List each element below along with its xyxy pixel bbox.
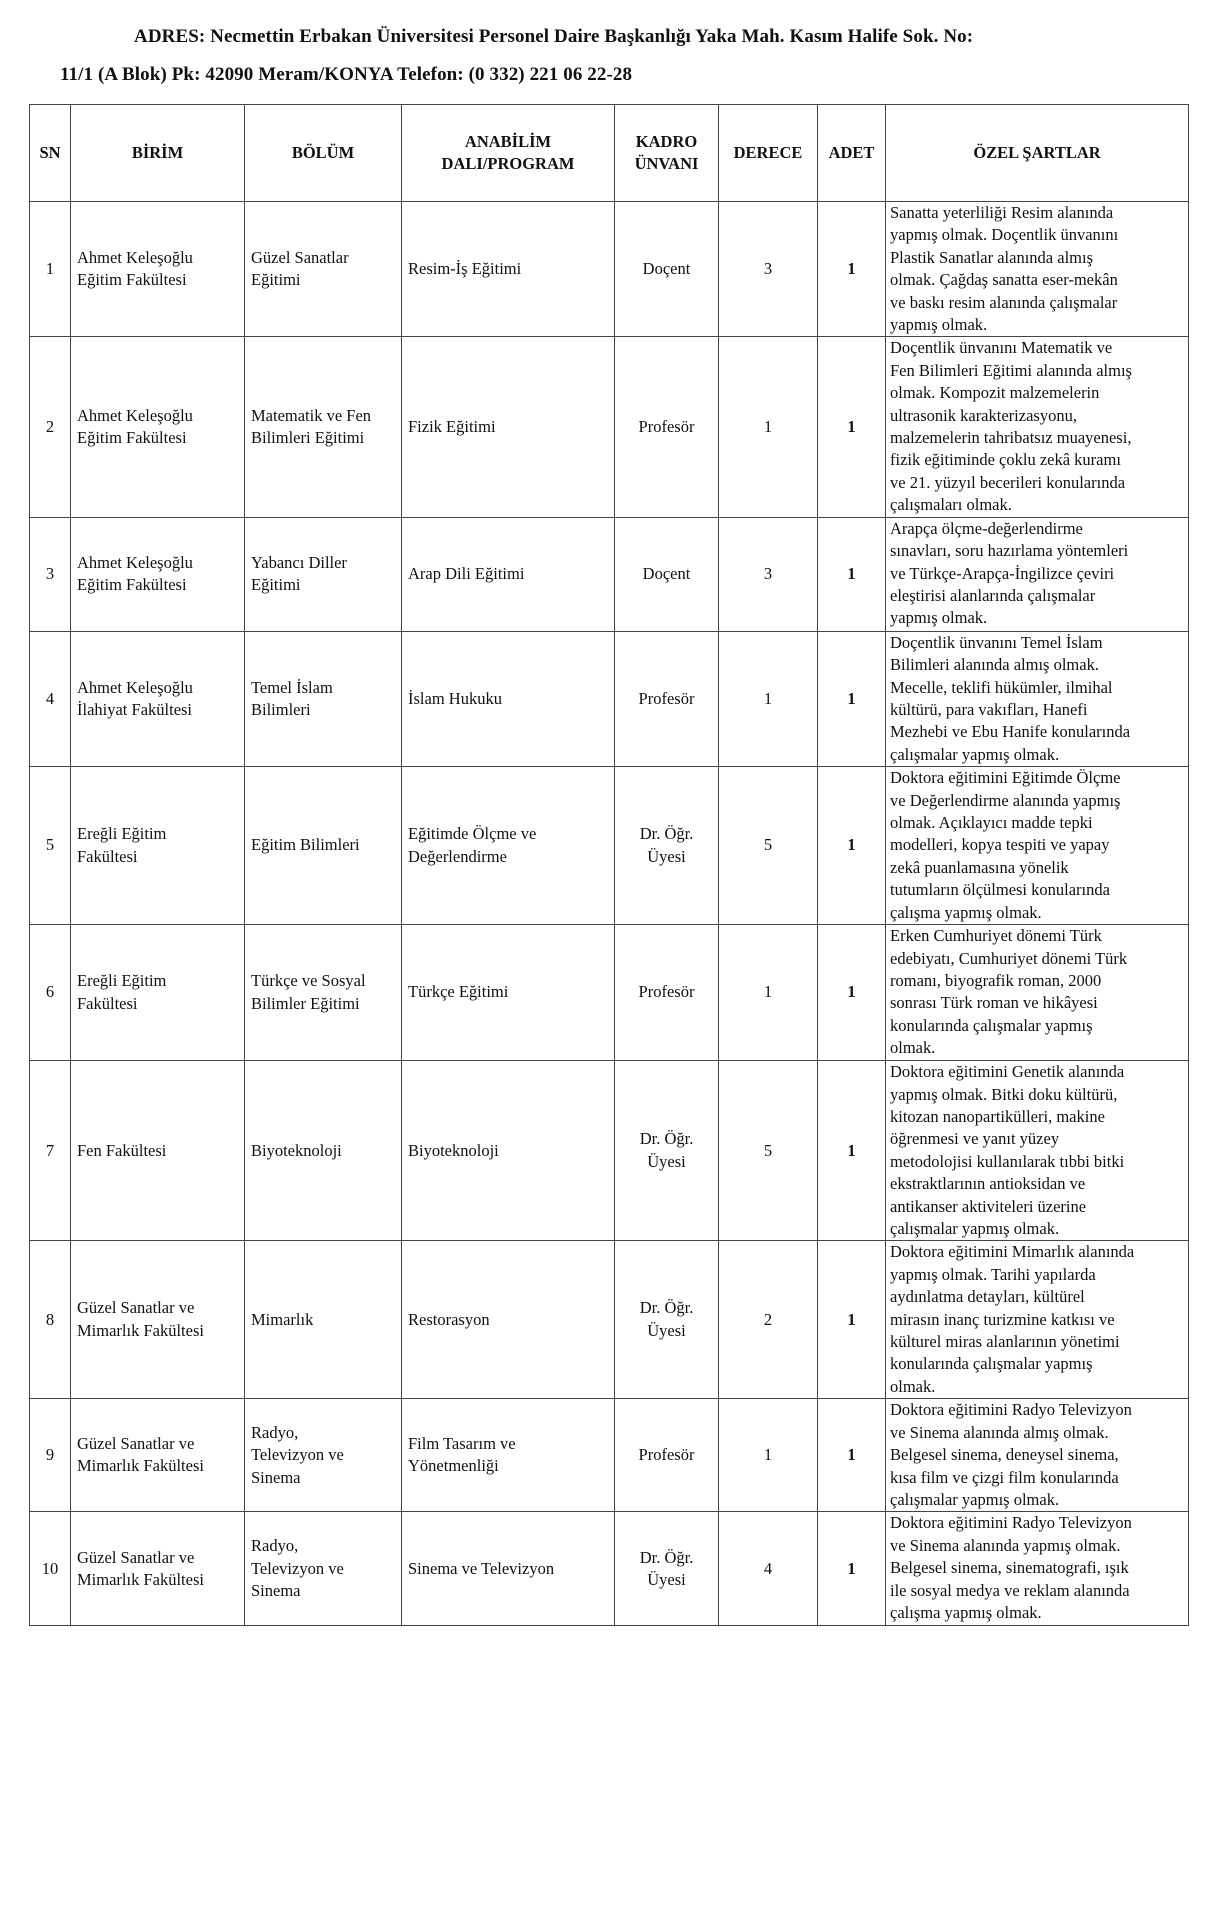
kadro-cell: Dr. Öğr. Üyesi — [615, 767, 719, 925]
birim-cell: Ahmet Keleşoğlu Eğitim Fakültesi — [71, 337, 245, 517]
table-row — [30, 517, 1189, 631]
sn-cell: 10 — [30, 1512, 71, 1626]
anabilim-cell: Eğitimde Ölçme ve Değerlendirme — [402, 767, 615, 925]
bolum-cell: Mimarlık — [245, 1241, 402, 1399]
ozel-sartlar-cell: Erken Cumhuriyet dönemi Türk edebiyatı, Cumhuriyet dönemi Türk romanı, biyografik roman, 2000 sonrası Türk roman ve hikâyesi konularında çalışmalar yapmış olmak. — [886, 925, 1189, 1061]
bolum-cell: Eğitim Bilimleri — [245, 767, 402, 925]
anabilim-cell: Arap Dili Eğitimi — [402, 517, 615, 631]
sn-cell: 2 — [30, 337, 71, 517]
derece-cell: 1 — [719, 925, 818, 1061]
bolum-cell: Radyo, Televizyon ve Sinema — [245, 1512, 402, 1626]
header-birim: BİRİM — [71, 105, 245, 202]
ozel-sartlar-cell: Arapça ölçme-değerlendirme sınavları, soru hazırlama yöntemleri ve Türkçe-Arapça-İngilizce çeviri eleştirisi alanlarında çalışmalar yapmış olmak. — [886, 517, 1189, 631]
ozel-sartlar-cell: Doktora eğitimini Radyo Televizyon ve Sinema alanında yapmış olmak. Belgesel sinema, sinematografi, ışık ile sosyal medya ve reklam alanında çalışma yapmış olmak. — [886, 1512, 1189, 1626]
sn-cell: 4 — [30, 631, 71, 766]
table-row — [30, 1061, 1189, 1241]
kadro-cell: Doçent — [615, 202, 719, 337]
derece-cell: 1 — [719, 1399, 818, 1512]
header-ozel-sartlar: ÖZEL ŞARTLAR — [886, 105, 1189, 202]
kadro-cell: Doçent — [615, 517, 719, 631]
table-row — [30, 1241, 1189, 1399]
derece-cell: 1 — [719, 631, 818, 766]
adet-cell: 1 — [818, 767, 886, 925]
adet-cell: 1 — [818, 1061, 886, 1241]
kadro-cell: Dr. Öğr. Üyesi — [615, 1512, 719, 1626]
bolum-cell: Radyo, Televizyon ve Sinema — [245, 1399, 402, 1512]
address-line-2: 11/1 (A Blok) Pk: 42090 Meram/KONYA Telefon: (0 332) 221 06 22-28 — [60, 64, 633, 85]
table-row — [30, 202, 1189, 337]
ozel-sartlar-cell: Doçentlik ünvanını Matematik ve Fen Bilimleri Eğitimi alanında almış olmak. Kompozit malzemelerin ultrasonik karakterizasyonu, malzemelerin tahribatsız muayenesi, fizik eğitiminde çoklu zekâ kuramı ve 21. yüzyıl becerileri konularında çalışmaları olmak. — [886, 337, 1189, 517]
bolum-cell: Temel İslam Bilimleri — [245, 631, 402, 766]
positions-table — [29, 104, 1189, 1626]
sn-cell: 7 — [30, 1061, 71, 1241]
adet-cell: 1 — [818, 1399, 886, 1512]
birim-cell: Ahmet Keleşoğlu Eğitim Fakültesi — [71, 202, 245, 337]
birim-cell: Ahmet Keleşoğlu Eğitim Fakültesi — [71, 517, 245, 631]
derece-cell: 2 — [719, 1241, 818, 1399]
table-header-row — [30, 105, 1189, 202]
adet-cell: 1 — [818, 202, 886, 337]
birim-cell: Ahmet Keleşoğlu İlahiyat Fakültesi — [71, 631, 245, 766]
birim-cell: Güzel Sanatlar ve Mimarlık Fakültesi — [71, 1241, 245, 1399]
adet-cell: 1 — [818, 1512, 886, 1626]
header-sn: SN — [30, 105, 71, 202]
sn-cell: 8 — [30, 1241, 71, 1399]
header-kadro: KADRO ÜNVANI — [615, 105, 719, 202]
table-row — [30, 631, 1189, 766]
table-row — [30, 1399, 1189, 1512]
birim-cell: Ereğli Eğitim Fakültesi — [71, 767, 245, 925]
anabilim-cell: Film Tasarım ve Yönetmenliği — [402, 1399, 615, 1512]
kadro-cell: Dr. Öğr. Üyesi — [615, 1061, 719, 1241]
header-derece: DERECE — [719, 105, 818, 202]
anabilim-cell: Resim-İş Eğitimi — [402, 202, 615, 337]
kadro-cell: Dr. Öğr. Üyesi — [615, 1241, 719, 1399]
adet-cell: 1 — [818, 337, 886, 517]
kadro-cell: Profesör — [615, 631, 719, 766]
derece-cell: 5 — [719, 1061, 818, 1241]
table-row — [30, 1512, 1189, 1626]
adet-cell: 1 — [818, 517, 886, 631]
derece-cell: 5 — [719, 767, 818, 925]
address-line-1: ADRES: Necmettin Erbakan Üniversitesi Personel Daire Başkanlığı Yaka Mah. Kasım Halife Sok. No: — [134, 26, 974, 47]
ozel-sartlar-cell: Doktora eğitimini Genetik alanında yapmış olmak. Bitki doku kültürü, kitozan nanopartikülleri, makine öğrenmesi ve yanıt yüzey metodolojisi kullanılarak tıbbi bitki ekstraktlarının antioksidan ve antikanser aktiviteleri üzerine çalışmalar yapmış olmak. — [886, 1061, 1189, 1241]
kadro-cell: Profesör — [615, 1399, 719, 1512]
sn-cell: 9 — [30, 1399, 71, 1512]
adet-cell: 1 — [818, 631, 886, 766]
sn-cell: 3 — [30, 517, 71, 631]
birim-cell: Güzel Sanatlar ve Mimarlık Fakültesi — [71, 1399, 245, 1512]
ozel-sartlar-cell: Doktora eğitimini Radyo Televizyon ve Sinema alanında almış olmak. Belgesel sinema, deneysel sinema, kısa film ve çizgi film konularında çalışmalar yapmış olmak. — [886, 1399, 1189, 1512]
bolum-cell: Güzel Sanatlar Eğitimi — [245, 202, 402, 337]
adet-cell: 1 — [818, 1241, 886, 1399]
table-row — [30, 337, 1189, 517]
bolum-cell: Yabancı Diller Eğitimi — [245, 517, 402, 631]
derece-cell: 1 — [719, 337, 818, 517]
kadro-cell: Profesör — [615, 925, 719, 1061]
derece-cell: 3 — [719, 517, 818, 631]
derece-cell: 3 — [719, 202, 818, 337]
header-adet: ADET — [818, 105, 886, 202]
adet-cell: 1 — [818, 925, 886, 1061]
table-row — [30, 925, 1189, 1061]
ozel-sartlar-cell: Sanatta yeterliliği Resim alanında yapmış olmak. Doçentlik ünvanını Plastik Sanatlar alanında almış olmak. Çağdaş sanatta eser-mekân ve baskı resim alanında çalışmalar yapmış olmak. — [886, 202, 1189, 337]
ozel-sartlar-cell: Doçentlik ünvanını Temel İslam Bilimleri alanında almış olmak. Mecelle, teklifi hükümler, ilmihal kültürü, para vakıfları, Hanefi Mezhebi ve Ebu Hanife konularında çalışmalar yapmış olmak. — [886, 631, 1189, 766]
anabilim-cell: Fizik Eğitimi — [402, 337, 615, 517]
bolum-cell: Biyoteknoloji — [245, 1061, 402, 1241]
anabilim-cell: Restorasyon — [402, 1241, 615, 1399]
kadro-cell: Profesör — [615, 337, 719, 517]
sn-cell: 1 — [30, 202, 71, 337]
bolum-cell: Matematik ve Fen Bilimleri Eğitimi — [245, 337, 402, 517]
table-row — [30, 767, 1189, 925]
birim-cell: Fen Fakültesi — [71, 1061, 245, 1241]
birim-cell: Güzel Sanatlar ve Mimarlık Fakültesi — [71, 1512, 245, 1626]
sn-cell: 6 — [30, 925, 71, 1061]
anabilim-cell: Türkçe Eğitimi — [402, 925, 615, 1061]
ozel-sartlar-cell: Doktora eğitimini Mimarlık alanında yapmış olmak. Tarihi yapılarda aydınlatma detayları, kültürel mirasın inanç turizmine katkısı ve külturel miras alanlarının yönetimi konularında çalışmalar yapmış olmak. — [886, 1241, 1189, 1399]
header-anabilim: ANABİLİM DALI/PROGRAM — [402, 105, 615, 202]
header-bolum: BÖLÜM — [245, 105, 402, 202]
derece-cell: 4 — [719, 1512, 818, 1626]
ozel-sartlar-cell: Doktora eğitimini Eğitimde Ölçme ve Değerlendirme alanında yapmış olmak. Açıklayıcı madde tepki modelleri, kopya tespiti ve yapay zekâ puanlamasına yönelik tutumların ölçülmesi konularında çalışma yapmış olmak. — [886, 767, 1189, 925]
anabilim-cell: Sinema ve Televizyon — [402, 1512, 615, 1626]
birim-cell: Ereğli Eğitim Fakültesi — [71, 925, 245, 1061]
sn-cell: 5 — [30, 767, 71, 925]
anabilim-cell: Biyoteknoloji — [402, 1061, 615, 1241]
bolum-cell: Türkçe ve Sosyal Bilimler Eğitimi — [245, 925, 402, 1061]
anabilim-cell: İslam Hukuku — [402, 631, 615, 766]
